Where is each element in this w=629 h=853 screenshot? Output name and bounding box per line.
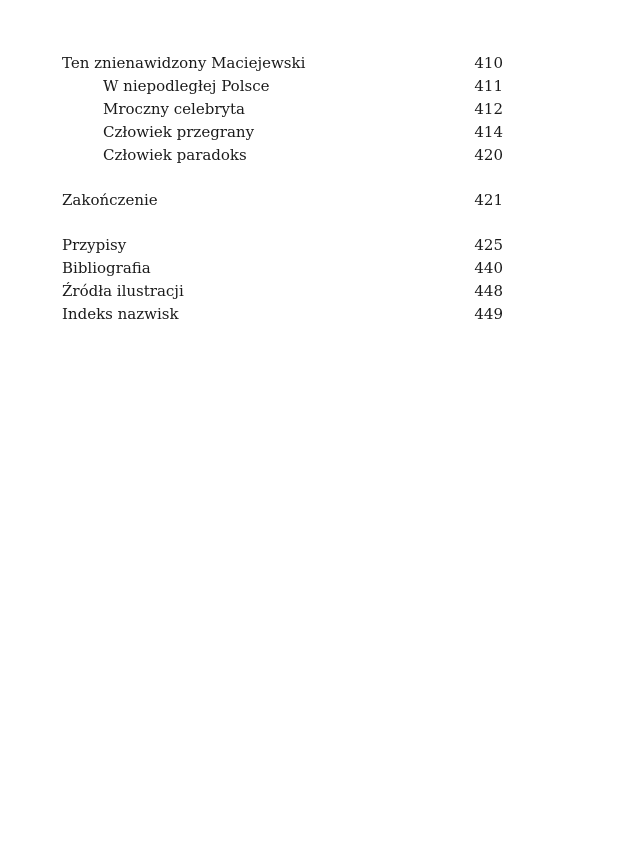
toc-group-conclusion xyxy=(62,189,503,212)
toc-entry-title: Indeks nazwisk xyxy=(62,305,179,323)
toc-entry-page: 421 xyxy=(474,191,503,209)
table-of-contents xyxy=(62,52,503,326)
toc-entry xyxy=(62,234,503,257)
toc-entry-title: Mroczny celebryta xyxy=(103,100,245,118)
toc-entry-page: 410 xyxy=(474,54,503,72)
toc-entry-title: Człowiek przegrany xyxy=(103,123,255,141)
toc-entry-title: Bibliografia xyxy=(62,259,151,277)
toc-entry xyxy=(62,280,503,303)
toc-entry-title: Źródła ilustracji xyxy=(62,282,184,300)
toc-entry xyxy=(62,257,503,280)
toc-entry-title: Ten znienawidzony Maciejewski xyxy=(62,54,306,72)
toc-subentry xyxy=(62,98,503,121)
toc-entry-title: Zakończenie xyxy=(62,191,158,209)
toc-entry-title: Przypisy xyxy=(62,236,127,254)
toc-entry-page: 411 xyxy=(474,77,503,95)
toc-entry-page: 414 xyxy=(474,123,503,141)
toc-entry-page: 440 xyxy=(474,259,503,277)
toc-subentry xyxy=(62,75,503,98)
toc-entry-title: Człowiek paradoks xyxy=(103,146,247,164)
toc-entry-title: W niepodległej Polsce xyxy=(103,77,270,95)
toc-entry-page: 412 xyxy=(474,100,503,118)
toc-entry-page: 448 xyxy=(474,282,503,300)
toc-group-chapter xyxy=(62,52,503,167)
toc-entry xyxy=(62,52,503,75)
toc-entry-page: 425 xyxy=(474,236,503,254)
toc-entry-page: 449 xyxy=(474,305,503,323)
toc-entry xyxy=(62,189,503,212)
toc-subentry xyxy=(62,121,503,144)
toc-subentry xyxy=(62,144,503,167)
toc-entry xyxy=(62,303,503,326)
toc-entry-page: 420 xyxy=(474,146,503,164)
toc-group-back-matter xyxy=(62,234,503,326)
